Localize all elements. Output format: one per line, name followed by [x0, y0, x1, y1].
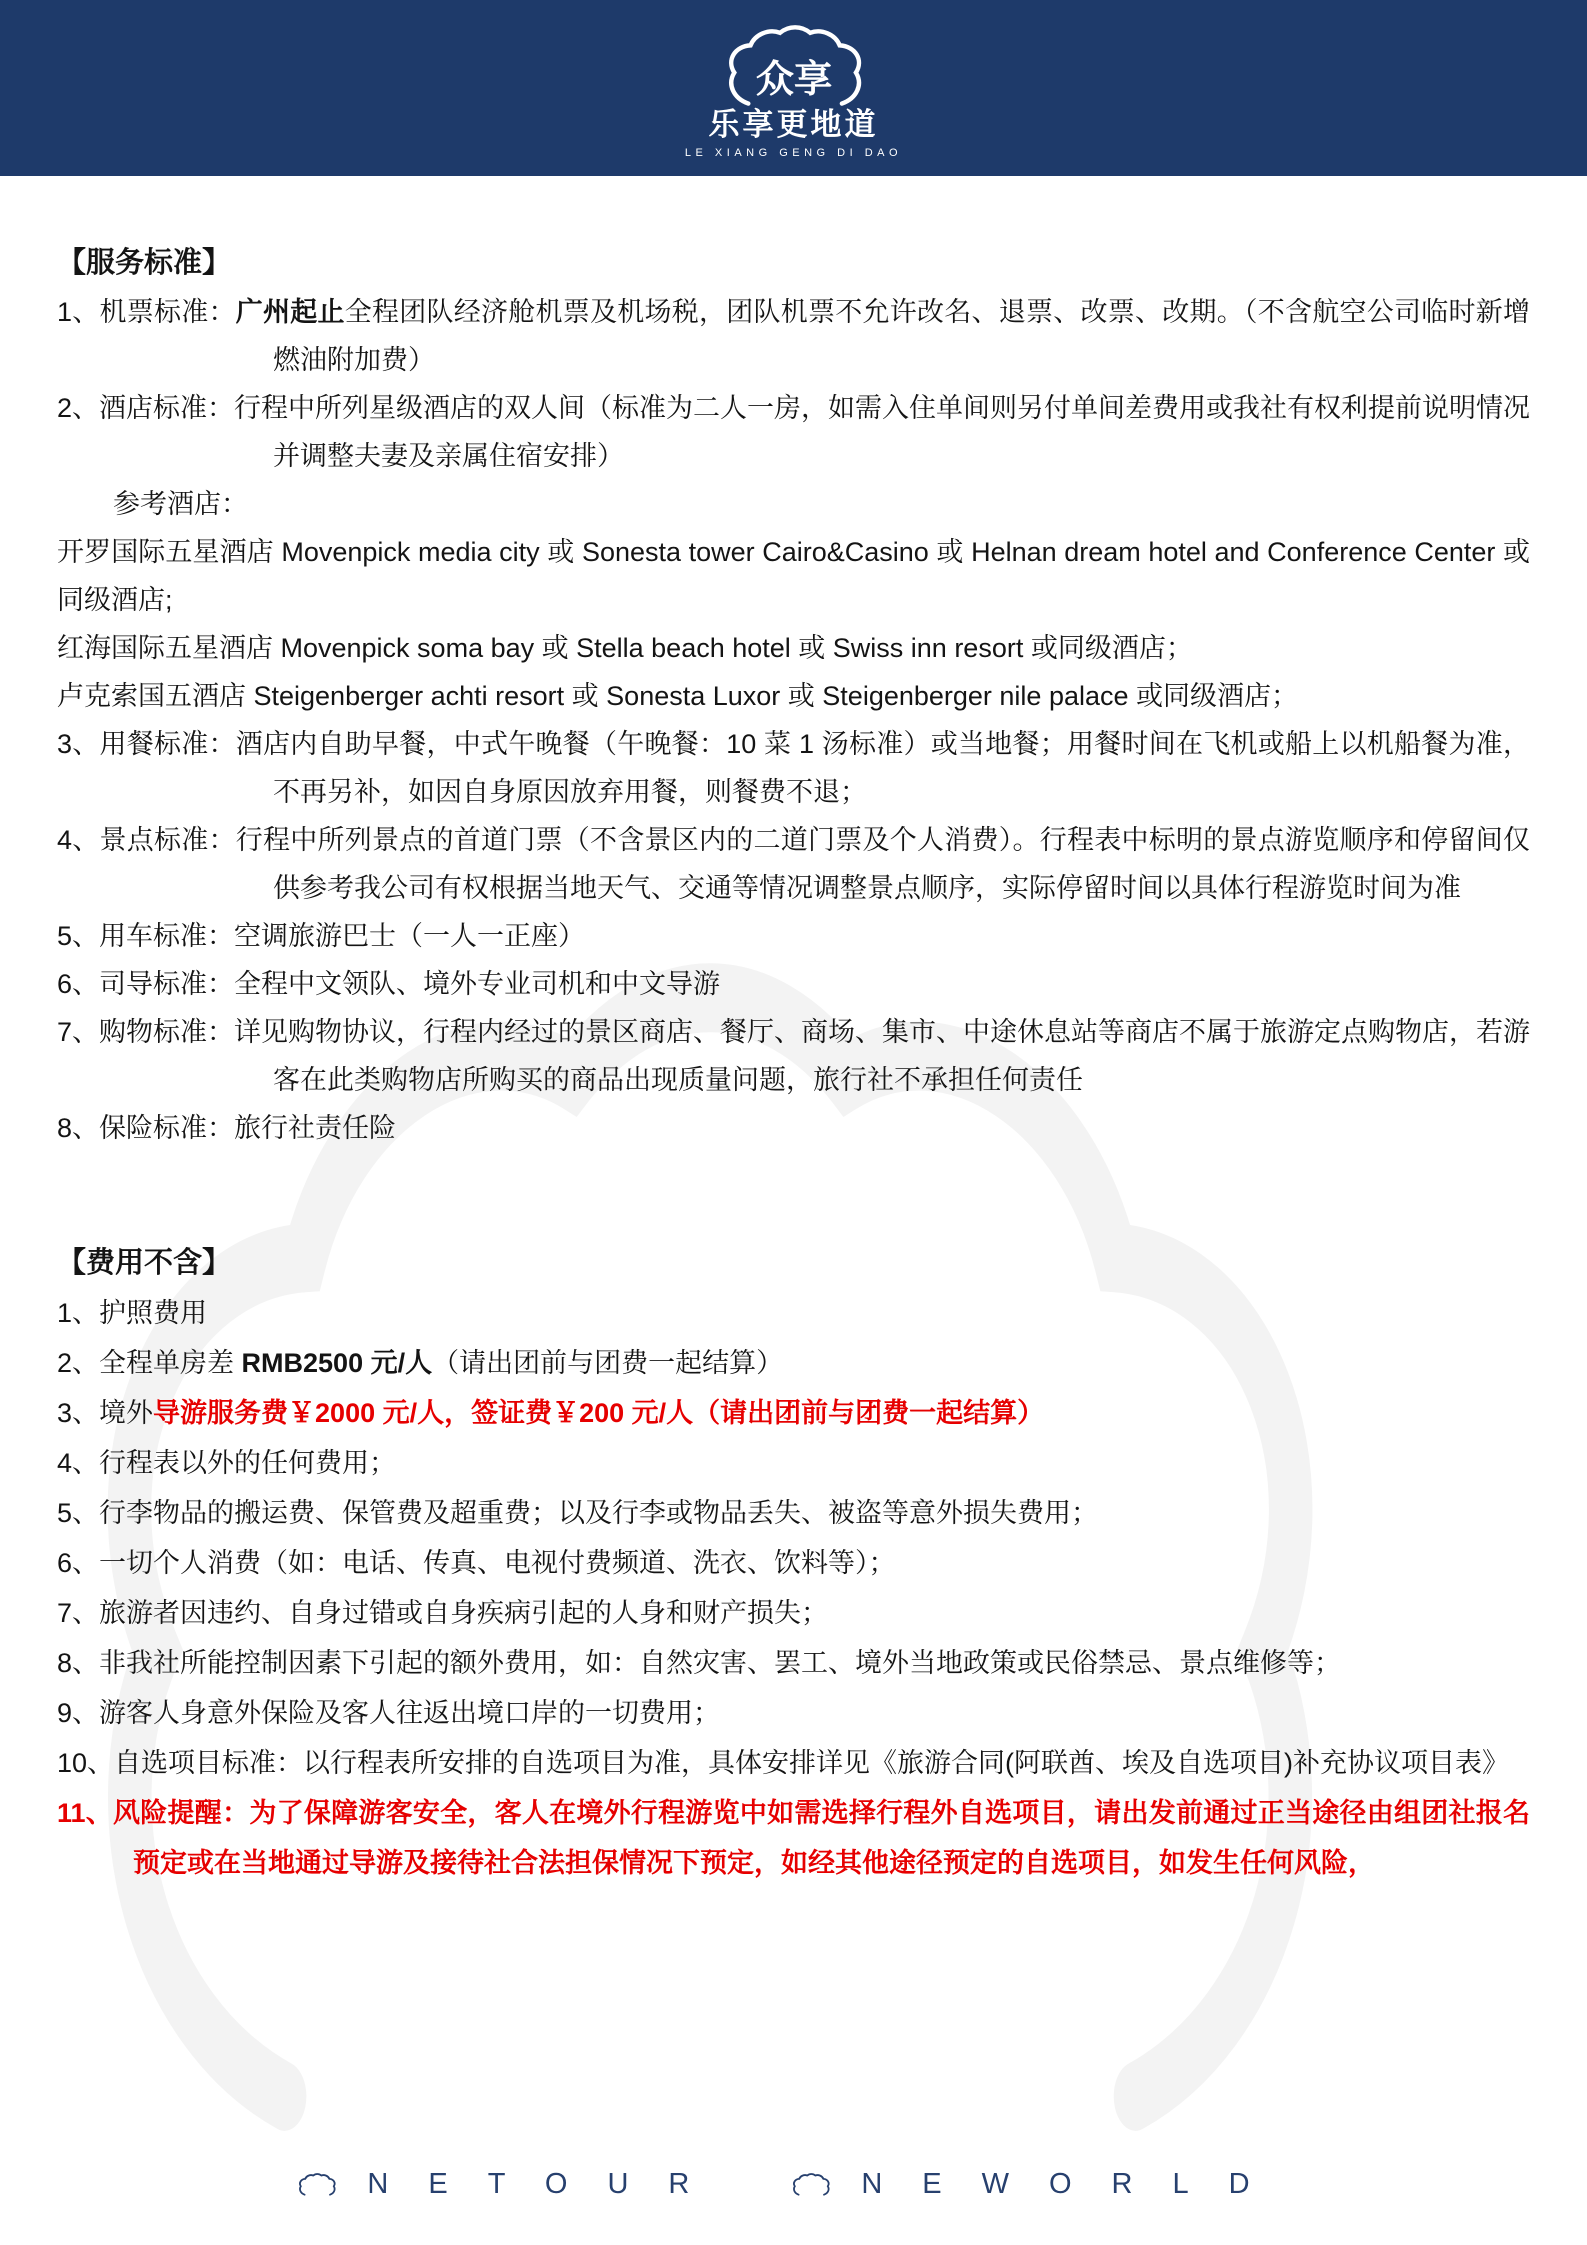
footer-brand-left: NETOUR [367, 2168, 730, 2200]
footer-cloud-icon [297, 2169, 337, 2200]
service-item-flight [57, 288, 1530, 384]
section-service-standards [57, 238, 1530, 1152]
fees-item-single-room-pre: 2、全程单房差 [57, 1348, 242, 1378]
logo-main-text: 众享 [755, 57, 832, 101]
fees-item-guide-visa-pre: 3、境外 [57, 1398, 154, 1428]
service-item-bus: 5、用车标准：空调旅游巴士（一人一正座） [57, 921, 586, 951]
fees-item-liability: 7、旅游者因违约、自身过错或自身疾病引起的人身和财产损失； [57, 1598, 829, 1628]
fees-item-guide-visa-red: 导游服务费￥2000 元/人，签证费￥200 元/人（请出团前与团费一起结算） [153, 1398, 1045, 1428]
fees-item-other-costs: 4、行程表以外的任何费用； [57, 1448, 397, 1478]
cloud-logo-icon [718, 24, 870, 108]
service-section-title: 【服务标准】 [57, 247, 232, 279]
footer-cloud-icon [791, 2169, 831, 2200]
service-item-hotel: 2、酒店标准：行程中所列星级酒店的双人间（标准为二人一房，如需入住单间则另付单间差费用或我社有权利提前说明情况并调整夫妻及亲属住宿安排） [57, 393, 1531, 471]
footer-group-netour [297, 2168, 729, 2201]
fees-item-single-room [57, 1338, 1530, 1388]
fees-item-optional-program: 10、自选项目标准：以行程表所安排的自选项目为准，具体安排详见《旅游合同(阿联酋、埃及自选项目)补充协议项目表》 [57, 1748, 1510, 1778]
fees-section-title: 【费用不含】 [57, 1247, 232, 1279]
logo-slogan: 乐享更地道 [708, 107, 879, 142]
fees-item-risk-warning: 11、风险提醒：为了保障游客安全，客人在境外行程游览中如需选择行程外自选项目，请出发前通过正当途径由组团社报名预定或在当地通过导游及接待社合法担保情况下预定，如经其他途径预定的自选项目，如发生任何风险， [57, 1798, 1530, 1878]
service-item-meals: 3、用餐标准：酒店内自助早餐，中式午晚餐（午晚餐：10 菜 1 汤标准）或当地餐；用餐时间在飞机或船上以机船餐为准，不再另补，如因自身原因放弃用餐，则餐费不退； [57, 729, 1530, 807]
service-item-guide: 6、司导标准：全程中文领队、境外专业司机和中文导游 [57, 969, 721, 999]
footer-brand-right: NEWORLD [861, 2168, 1290, 2200]
service-item-insurance: 8、保险标准：旅行社责任险 [57, 1113, 397, 1143]
brand-logo [0, 0, 1587, 159]
footer-group-neworld [791, 2168, 1289, 2201]
fees-item-personal: 6、一切个人消费（如：电话、传真、电视付费频道、洗衣、饮料等）； [57, 1548, 896, 1578]
logo-pinyin: LE XIANG GENG DI DAO [684, 147, 903, 159]
fees-item-force-majeure: 8、非我社所能控制因素下引起的额外费用，如：自然灾害、罢工、境外当地政策或民俗禁忌、景点维修等； [57, 1648, 1342, 1678]
fees-item-single-room-bold: RMB2500 元/人 [241, 1348, 433, 1378]
fees-item-passport: 1、护照费用 [57, 1298, 208, 1328]
service-item-flight-bold: 广州起止 [235, 297, 345, 327]
service-item-flight-rest: 全程团队经济舱机票及机场税，团队机票不允许改名、退票、改票、改期。（不含航空公司临时新增燃油附加费） [273, 297, 1530, 375]
section-fees-excluded [57, 1238, 1530, 1888]
service-item-sights: 4、景点标准：行程中所列景点的首道门票（不含景区内的二道门票及个人消费）。行程表中标明的景点游览顺序和停留间仅供参考我公司有权根据当地天气、交通等情况调整景点顺序，实际停留时间以具体行程游览时间为准 [57, 825, 1530, 903]
fees-item-single-room-rest: （请出团前与团费一起结算） [432, 1348, 784, 1378]
fees-item-guide-visa [57, 1388, 1530, 1438]
fees-item-accident-insurance: 9、游客人身意外保险及客人往返出境口岸的一切费用； [57, 1698, 721, 1728]
footer-brand [0, 2168, 1587, 2201]
hotel-line-luxor: 卢克索国五酒店 Steigenberger achti resort 或 Sonesta Luxor 或 Steigenberger nile palace 或同级酒店； [57, 681, 1299, 711]
service-item-shopping: 7、购物标准：详见购物协议，行程内经过的景区商店、餐厅、商场、集市、中途休息站等商店不属于旅游定点购物店，若游客在此类购物店所购买的商品出现质量问题，旅行社不承担任何责任 [57, 1017, 1531, 1095]
fees-item-luggage: 5、行李物品的搬运费、保管费及超重费；以及行李或物品丢失、被盗等意外损失费用； [57, 1498, 1099, 1528]
hotel-line-cairo: 开罗国际五星酒店 Movenpick media city 或 Sonesta tower Cairo&Casino 或 Helnan dream hotel and Conference Center 或同级酒店; [57, 537, 1530, 615]
hotel-line-redsea: 红海国际五星酒店 Movenpick soma bay 或 Stella beach hotel 或 Swiss inn resort 或同级酒店； [57, 633, 1193, 663]
header-banner [0, 0, 1587, 176]
reference-hotels-label: 参考酒店： [113, 489, 248, 519]
service-item-flight-pre: 1、机票标准： [57, 297, 236, 327]
